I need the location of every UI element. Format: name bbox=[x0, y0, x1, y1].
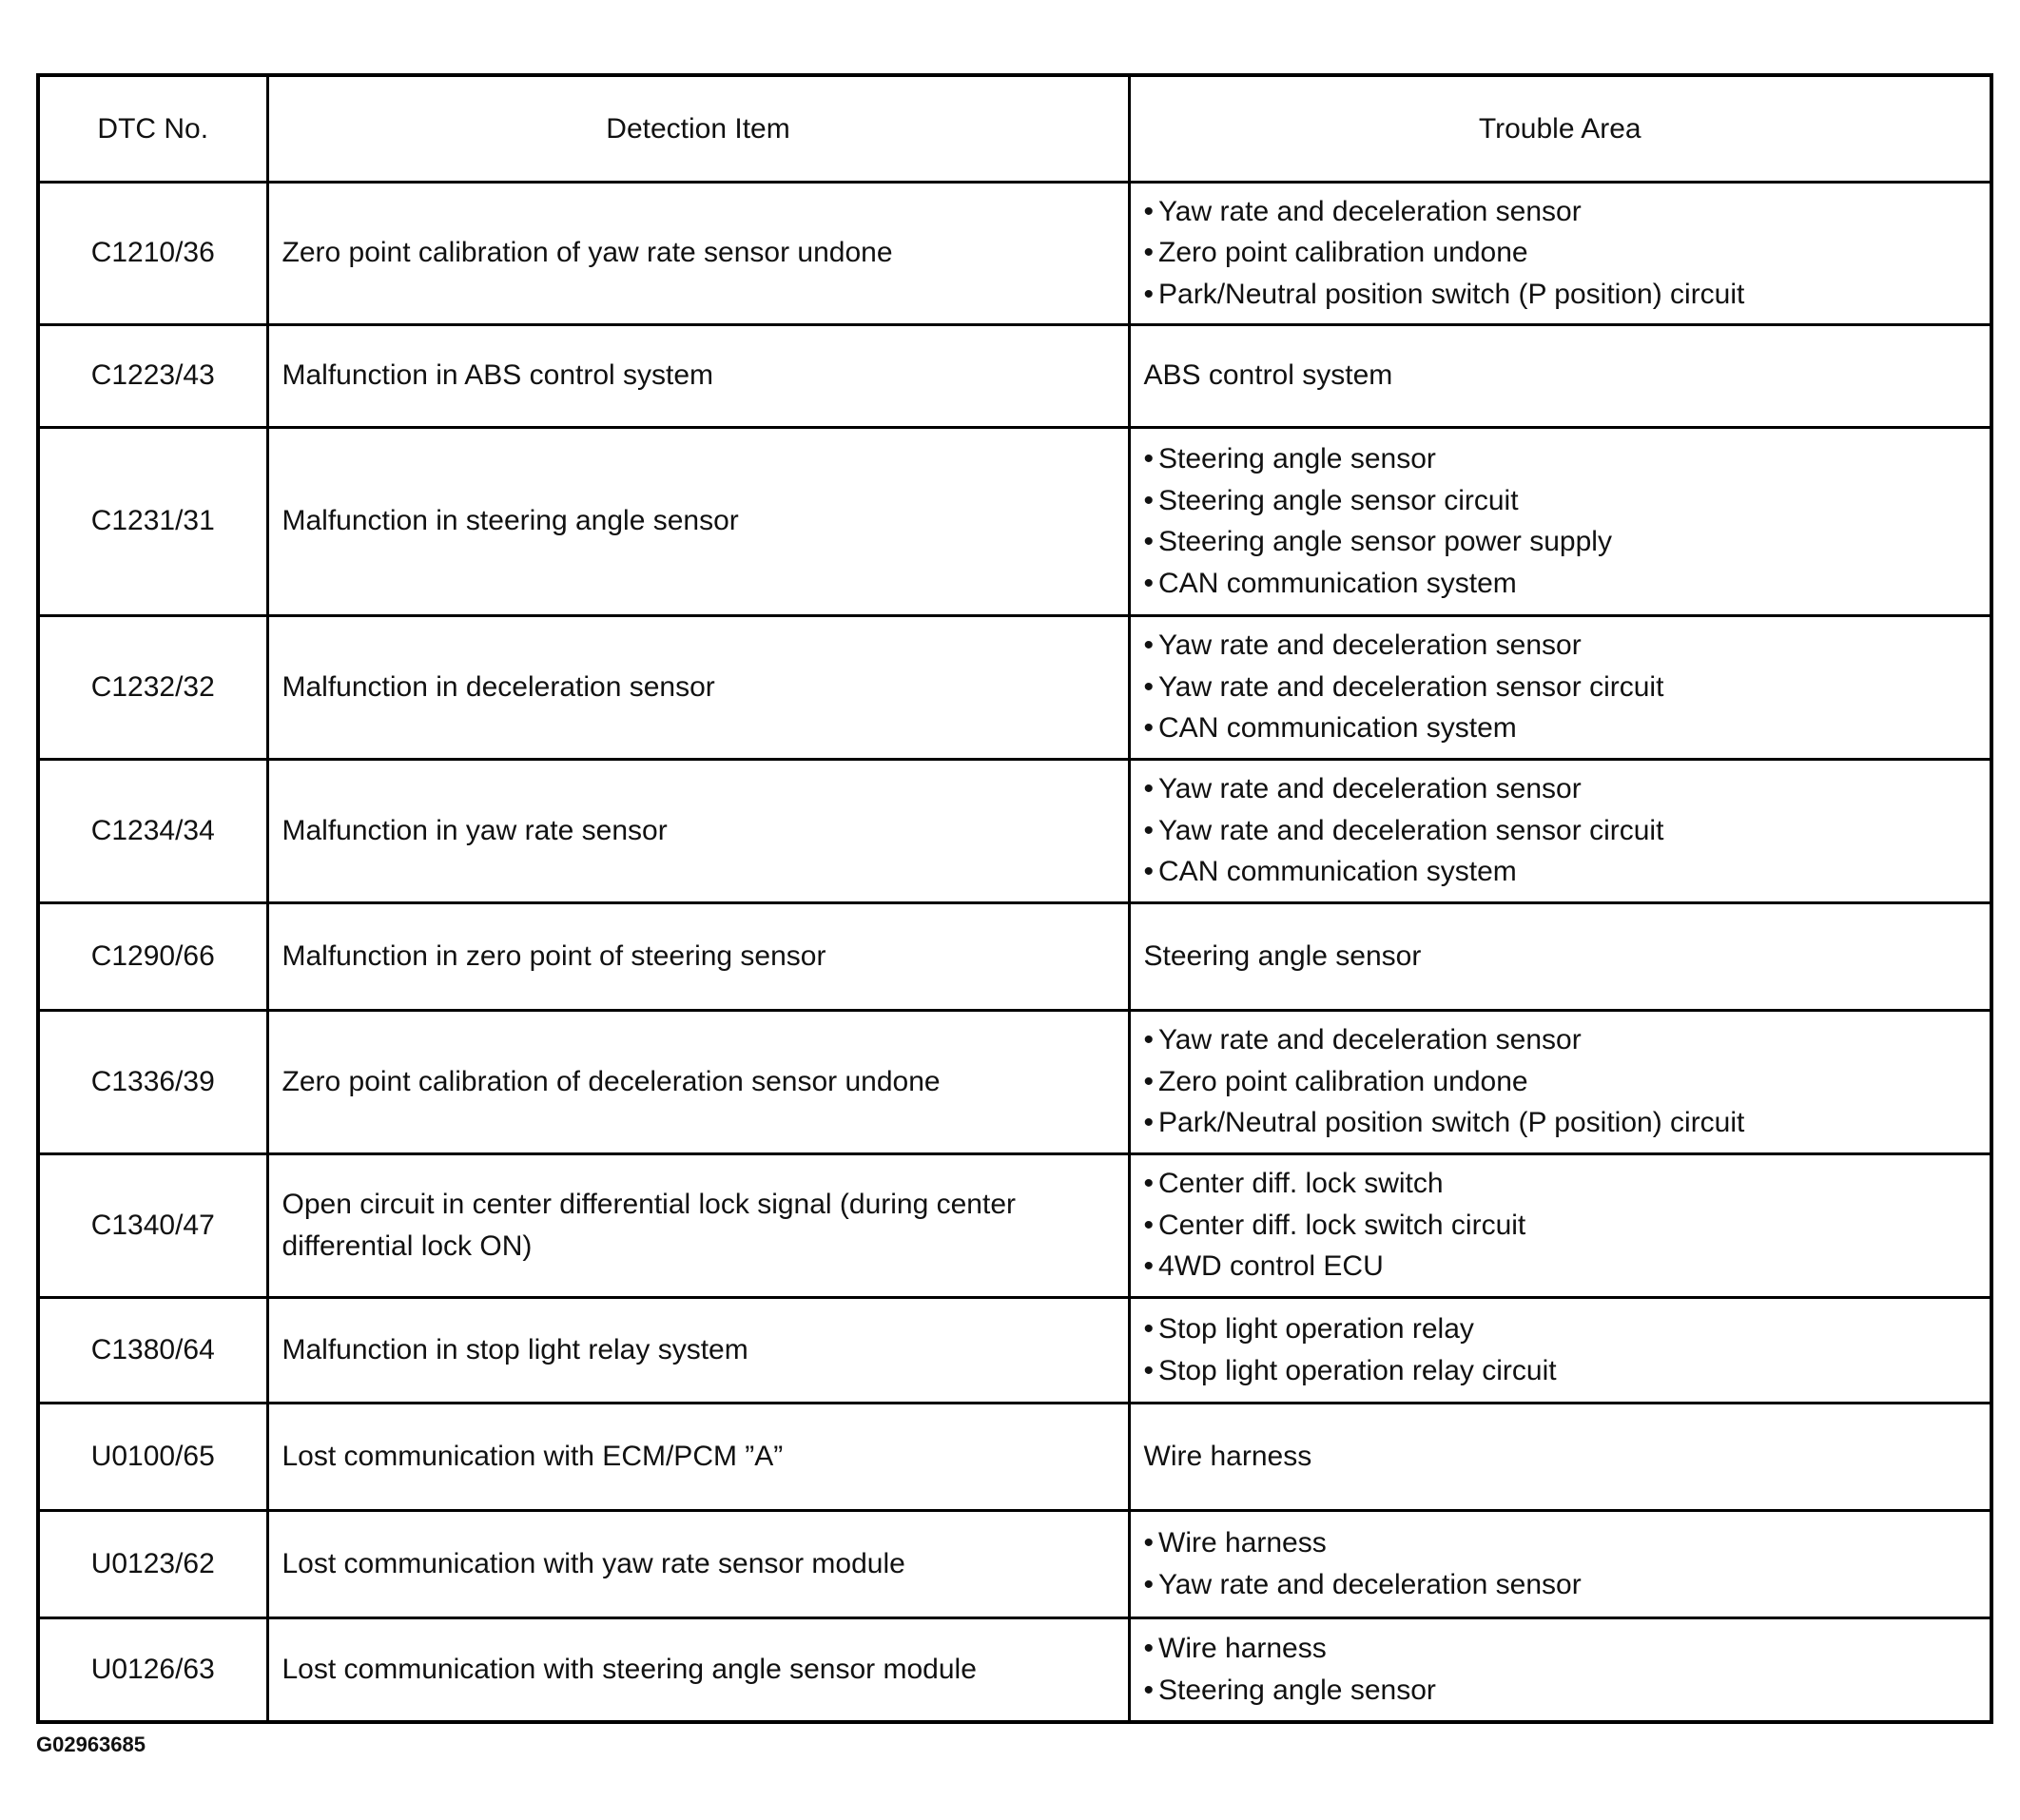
trouble-area-item: • Wire harness bbox=[1144, 1628, 1977, 1670]
trouble-area-item: • Center diff. lock switch circuit bbox=[1144, 1205, 1977, 1247]
trouble-area-item: • Center diff. lock switch bbox=[1144, 1163, 1977, 1205]
header-detection-item: Detection Item bbox=[267, 75, 1129, 182]
trouble-area-cell bbox=[1129, 1010, 1991, 1153]
trouble-area-text: Wire harness bbox=[1143, 1440, 1312, 1472]
trouble-area-item: • Yaw rate and deceleration sensor circuit bbox=[1144, 667, 1977, 708]
detection-item-cell: Lost communication with steering angle sensor module bbox=[267, 1617, 1129, 1722]
trouble-area-cell bbox=[1129, 1153, 1991, 1297]
table-row bbox=[38, 902, 1991, 1010]
trouble-area-list bbox=[1144, 191, 1977, 316]
table-row bbox=[38, 1510, 1991, 1617]
trouble-area-item: • CAN communication system bbox=[1144, 707, 1977, 749]
dtc-code-cell: C1223/43 bbox=[38, 324, 267, 427]
table-row bbox=[38, 1297, 1991, 1403]
header-row bbox=[38, 75, 1991, 182]
trouble-area-item: • Yaw rate and deceleration sensor bbox=[1144, 768, 1977, 810]
dtc-code-cell: C1232/32 bbox=[38, 615, 267, 759]
dtc-code-cell: C1336/39 bbox=[38, 1010, 267, 1153]
table-body bbox=[38, 182, 1991, 1722]
dtc-code-cell: C1340/47 bbox=[38, 1153, 267, 1297]
trouble-area-item: • CAN communication system bbox=[1144, 563, 1977, 605]
trouble-area-item: • Yaw rate and deceleration sensor bbox=[1144, 625, 1977, 667]
trouble-area-item: • Stop light operation relay bbox=[1144, 1308, 1977, 1350]
table-row bbox=[38, 1010, 1991, 1153]
trouble-area-list bbox=[1144, 1019, 1977, 1144]
trouble-area-item: • Zero point calibration undone bbox=[1144, 232, 1977, 274]
trouble-area-text: Steering angle sensor bbox=[1143, 939, 1422, 972]
trouble-area-cell bbox=[1129, 1297, 1991, 1403]
dtc-table bbox=[36, 73, 1993, 1724]
trouble-area-item: • Yaw rate and deceleration sensor bbox=[1144, 1019, 1977, 1061]
detection-item-cell: Malfunction in yaw rate sensor bbox=[267, 759, 1129, 902]
trouble-area-list bbox=[1144, 768, 1977, 893]
dtc-code-cell: U0123/62 bbox=[38, 1510, 267, 1617]
table-row bbox=[38, 1153, 1991, 1297]
trouble-area-cell bbox=[1129, 1403, 1991, 1510]
trouble-area-item: • Steering angle sensor circuit bbox=[1144, 480, 1977, 522]
trouble-area-cell bbox=[1129, 324, 1991, 427]
trouble-area-cell bbox=[1129, 759, 1991, 902]
trouble-area-item: • Park/Neutral position switch (P position) circuit bbox=[1144, 274, 1977, 316]
trouble-area-item: • Yaw rate and deceleration sensor bbox=[1144, 191, 1977, 233]
trouble-area-item: • Yaw rate and deceleration sensor circuit bbox=[1144, 810, 1977, 852]
detection-item-cell: Malfunction in deceleration sensor bbox=[267, 615, 1129, 759]
trouble-area-cell bbox=[1129, 615, 1991, 759]
trouble-area-list bbox=[1144, 625, 1977, 749]
figure-id: G02963685 bbox=[36, 1733, 146, 1756]
trouble-area-list bbox=[1144, 1308, 1977, 1391]
dtc-code-cell: C1380/64 bbox=[38, 1297, 267, 1403]
trouble-area-item: • Steering angle sensor bbox=[1144, 438, 1977, 480]
detection-item-cell: Lost communication with yaw rate sensor module bbox=[267, 1510, 1129, 1617]
trouble-area-text: ABS control system bbox=[1143, 359, 1393, 392]
trouble-area-item: • Wire harness bbox=[1144, 1522, 1977, 1564]
trouble-area-cell bbox=[1129, 1617, 1991, 1722]
table-row bbox=[38, 1617, 1991, 1722]
trouble-area-item: • Steering angle sensor power supply bbox=[1144, 521, 1977, 563]
trouble-area-list bbox=[1144, 1628, 1977, 1711]
table-row bbox=[38, 324, 1991, 427]
trouble-area-list bbox=[1144, 438, 1977, 604]
dtc-code-cell: C1234/34 bbox=[38, 759, 267, 902]
header-dtc-no: DTC No. bbox=[38, 75, 267, 182]
detection-item-cell: Malfunction in zero point of steering sensor bbox=[267, 902, 1129, 1010]
trouble-area-item: • Stop light operation relay circuit bbox=[1144, 1350, 1977, 1392]
detection-item-cell: Lost communication with ECM/PCM ”A” bbox=[267, 1403, 1129, 1510]
trouble-area-item: • CAN communication system bbox=[1144, 851, 1977, 893]
trouble-area-item: • Yaw rate and deceleration sensor bbox=[1144, 1564, 1977, 1606]
trouble-area-cell bbox=[1129, 427, 1991, 615]
dtc-code-cell: U0126/63 bbox=[38, 1617, 267, 1722]
table-row bbox=[38, 759, 1991, 902]
trouble-area-cell bbox=[1129, 1510, 1991, 1617]
detection-item-cell: Malfunction in stop light relay system bbox=[267, 1297, 1129, 1403]
detection-item-cell: Malfunction in steering angle sensor bbox=[267, 427, 1129, 615]
trouble-area-item: • 4WD control ECU bbox=[1144, 1246, 1977, 1288]
trouble-area-list bbox=[1144, 1163, 1977, 1288]
dtc-code-cell: C1210/36 bbox=[38, 182, 267, 324]
trouble-area-item: • Park/Neutral position switch (P position) circuit bbox=[1144, 1102, 1977, 1144]
detection-item-cell: Zero point calibration of yaw rate sensor undone bbox=[267, 182, 1129, 324]
trouble-area-item: • Steering angle sensor bbox=[1144, 1670, 1977, 1712]
table-row bbox=[38, 1403, 1991, 1510]
detection-item-cell: Malfunction in ABS control system bbox=[267, 324, 1129, 427]
dtc-code-cell: U0100/65 bbox=[38, 1403, 267, 1510]
header-trouble-area: Trouble Area bbox=[1129, 75, 1991, 182]
trouble-area-cell bbox=[1129, 902, 1991, 1010]
table-row bbox=[38, 182, 1991, 324]
detection-item-cell: Open circuit in center differential lock signal (during center differential lock ON) bbox=[267, 1153, 1129, 1297]
trouble-area-cell bbox=[1129, 182, 1991, 324]
trouble-area-item: • Zero point calibration undone bbox=[1144, 1061, 1977, 1103]
trouble-area-list bbox=[1144, 1522, 1977, 1605]
dtc-code-cell: C1231/31 bbox=[38, 427, 267, 615]
table-row bbox=[38, 615, 1991, 759]
table-row bbox=[38, 427, 1991, 615]
detection-item-cell: Zero point calibration of deceleration sensor undone bbox=[267, 1010, 1129, 1153]
dtc-code-cell: C1290/66 bbox=[38, 902, 267, 1010]
